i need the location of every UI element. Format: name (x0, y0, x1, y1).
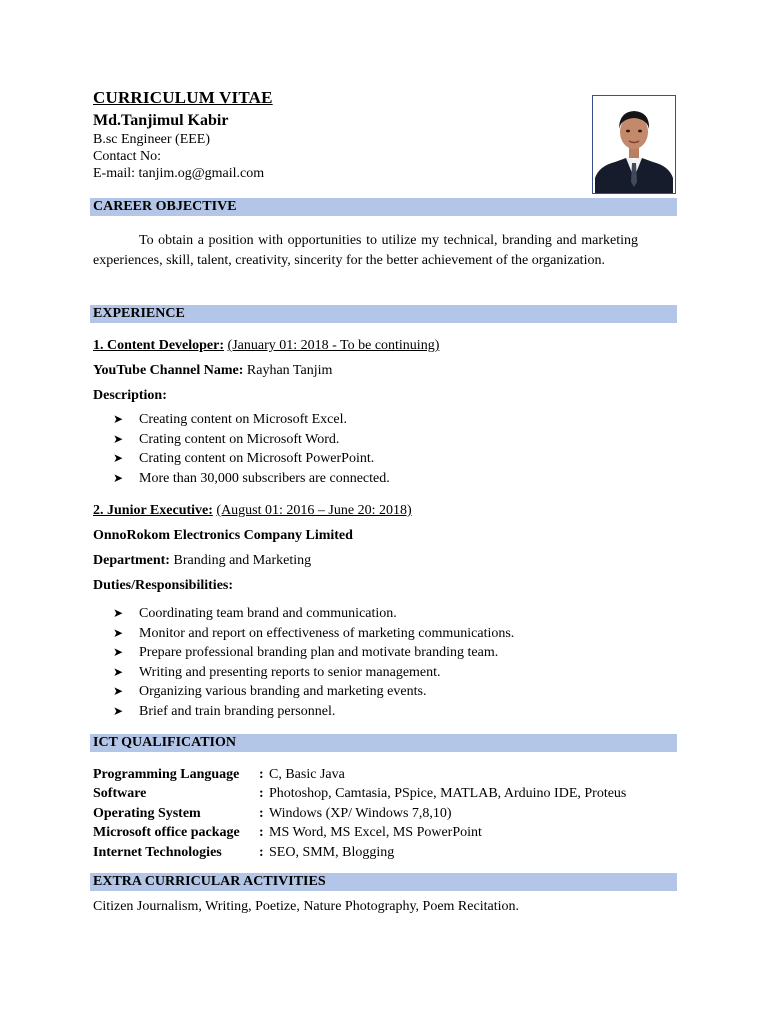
experience-1-heading (93, 337, 439, 354)
arrow-bullet-icon: ➤ (113, 431, 124, 446)
list-item: ➤ Organizing various branding and marketing events. (93, 682, 514, 702)
arrow-bullet-icon: ➤ (113, 470, 124, 485)
ict-label: Internet Technologies (93, 844, 222, 860)
degree-line: B.sc Engineer (EEE) (93, 132, 211, 147)
ict-label: Programming Language (93, 767, 240, 782)
ict-value: Photoshop, Camtasia, PSpice, MATLAB, Arduino IDE, Proteus (269, 786, 627, 802)
career-objective-text: To obtain a position with opportunities to utilize my technical, branding and marketing experiences, skill, talent, creativity, sincerity for the better achievement of the organization. (93, 233, 638, 268)
experience-1-list (93, 410, 390, 488)
arrow-bullet-icon: ➤ (113, 703, 124, 718)
arrow-bullet-icon: ➤ (113, 606, 124, 620)
section-header-career-objective: CAREER OBJECTIVE (90, 198, 677, 216)
table-row: Software : Photoshop, Camtasia, PSpice, MATLAB, Arduino IDE, Proteus (93, 784, 626, 803)
department-line (93, 552, 311, 569)
table-row: Programming Language : C, Basic Java (93, 765, 626, 784)
table-row: Internet Technologies : SEO, SMM, Blogging (93, 843, 626, 862)
list-item: ➤ Creating content on Microsoft Excel. (93, 410, 390, 430)
ict-label: Software (93, 786, 147, 802)
extra-curricular-text: Citizen Journalism, Writing, Poetize, Nature Photography, Poem Recitation. (93, 899, 519, 914)
ict-value: Windows (XP/ Windows 7,8,10) (269, 805, 452, 821)
section-header-extra-curricular: EXTRA CURRICULAR ACTIVITIES (90, 873, 677, 891)
duties-label: Duties/Responsibilities: (93, 578, 234, 593)
youtube-channel-value: Rayhan Tanjim (246, 363, 333, 378)
arrow-bullet-icon: ➤ (113, 684, 124, 698)
company-name: OnnoRokom Electronics Company Limited (93, 528, 353, 543)
arrow-bullet-icon: ➤ (113, 451, 124, 465)
experience-2-heading (93, 502, 412, 519)
experience-2-title: 2. Junior Executive: (93, 503, 213, 518)
ict-label: Microsoft office package (93, 825, 240, 841)
profile-photo (592, 95, 676, 194)
experience-2-period: (August 01: 2016 – June 20: 2018) (216, 503, 412, 518)
contact-line: Contact No: (93, 149, 162, 164)
experience-1-title: 1. Content Developer: (93, 338, 225, 353)
list-item: ➤ Crating content on Microsoft Word. (93, 430, 390, 450)
ict-value: MS Word, MS Excel, MS PowerPoint (269, 825, 482, 841)
arrow-bullet-icon: ➤ (113, 645, 124, 659)
email-line: E-mail: tanjim.og@gmail.com (93, 166, 265, 181)
department-value: Branding and Marketing (173, 553, 312, 568)
section-header-experience: EXPERIENCE (90, 305, 677, 323)
list-item: ➤ More than 30,000 subscribers are connected. (93, 469, 390, 489)
description-label: Description: (93, 388, 167, 403)
arrow-bullet-icon: ➤ (113, 664, 124, 679)
career-objective-paragraph (93, 231, 638, 270)
experience-2-list (93, 604, 514, 721)
department-label: Department: (93, 553, 170, 568)
youtube-channel-line (93, 362, 332, 379)
ict-qualification-table (93, 765, 626, 862)
ict-value: SEO, SMM, Blogging (269, 844, 395, 860)
list-item: ➤ Prepare professional branding plan and motivate branding team. (93, 643, 514, 663)
table-row: Operating System : Windows (XP/ Windows 7,8,10) (93, 804, 626, 823)
list-item: ➤ Monitor and report on effectiveness of marketing communications. (93, 624, 514, 644)
youtube-channel-label: YouTube Channel Name: (93, 363, 244, 378)
document-title: CURRICULUM VITAE (93, 88, 273, 107)
list-item: ➤ Brief and train branding personnel. (93, 702, 514, 722)
list-item: ➤ Crating content on Microsoft PowerPoint. (93, 449, 390, 469)
list-item: ➤ Coordinating team brand and communication. (93, 604, 514, 624)
section-header-ict-qualification: ICT QUALIFICATION (90, 734, 677, 752)
experience-1-period: (January 01: 2018 - To be continuing) (227, 338, 440, 353)
ict-label: Operating System (93, 805, 201, 821)
arrow-bullet-icon: ➤ (113, 412, 124, 426)
candidate-name: Md.Tanjimul Kabir (93, 112, 229, 129)
portrait-figure-icon (593, 96, 675, 193)
arrow-bullet-icon: ➤ (113, 625, 124, 640)
ict-value: C, Basic Java (269, 767, 345, 782)
list-item: ➤ Writing and presenting reports to senior management. (93, 663, 514, 683)
table-row: Microsoft office package : MS Word, MS Excel, MS PowerPoint (93, 823, 626, 842)
